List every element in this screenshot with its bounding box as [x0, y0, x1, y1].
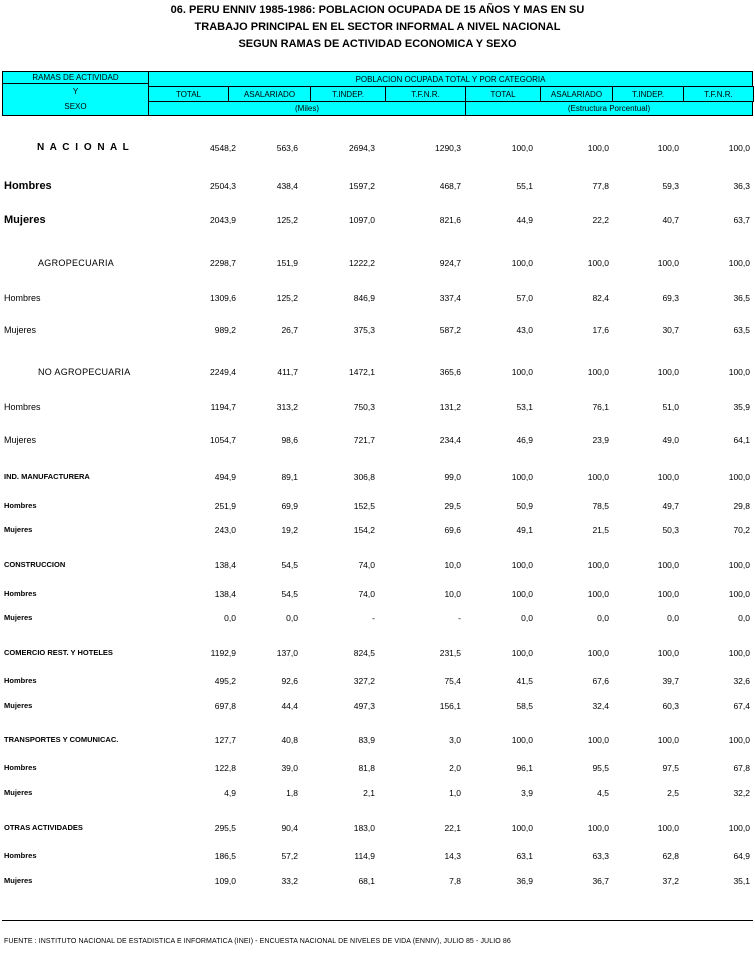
cell-value: 74,0 — [358, 589, 375, 599]
cell-value: 36,9 — [516, 876, 533, 886]
cell-value: 1,8 — [286, 788, 298, 798]
cell-value: 127,7 — [214, 735, 236, 745]
cell-value: 697,8 — [214, 701, 236, 711]
cell-value: 3,0 — [449, 735, 461, 745]
cell-value: 35,1 — [733, 876, 750, 886]
cell-value: 100,0 — [657, 143, 679, 153]
cell-value: 29,5 — [444, 501, 461, 511]
cell-value: 1054,7 — [210, 435, 236, 445]
cell-value: 137,0 — [276, 648, 298, 658]
cell-value: 68,1 — [358, 876, 375, 886]
table-row — [0, 212, 755, 228]
cell-value: 100,0 — [728, 648, 750, 658]
cell-value: 37,2 — [662, 876, 679, 886]
cell-value: 154,2 — [353, 525, 375, 535]
cell-value: 54,5 — [281, 589, 298, 599]
row-label: Hombres — [4, 180, 52, 192]
cell-value: 57,2 — [281, 851, 298, 861]
table-row — [0, 873, 755, 889]
cell-value: 32,6 — [733, 676, 750, 686]
cell-value: 49,0 — [662, 435, 679, 445]
cell-value: 2,5 — [667, 788, 679, 798]
cell-value: 109,0 — [214, 876, 236, 886]
title-line-3: SEGUN RAMAS DE ACTIVIDAD ECONOMICA Y SEXO — [238, 38, 517, 50]
cell-value: 50,3 — [662, 525, 679, 535]
cell-value: 100,0 — [657, 735, 679, 745]
row-label: Hombres — [4, 763, 37, 772]
cell-value: 100,0 — [511, 472, 533, 482]
cell-value: 33,2 — [281, 876, 298, 886]
cell-value: 924,7 — [439, 258, 461, 268]
cell-value: 243,0 — [214, 525, 236, 535]
cell-value: 98,6 — [281, 435, 298, 445]
row-label: IND. MANUFACTURERA — [4, 472, 90, 481]
cell-value: 32,4 — [592, 701, 609, 711]
row-label: AGROPECUARIA — [38, 258, 115, 268]
cell-value: 36,7 — [592, 876, 609, 886]
cell-value: 67,8 — [733, 763, 750, 773]
cell-value: 39,0 — [281, 763, 298, 773]
column-header-8: T.F.N.R. — [683, 86, 754, 102]
cell-value: 2,0 — [449, 763, 461, 773]
row-label: Hombres — [4, 676, 37, 685]
row-label: TRANSPORTES Y COMUNICAC. — [4, 735, 119, 744]
cell-value: 10,0 — [444, 560, 461, 570]
cell-value: 100,0 — [728, 735, 750, 745]
cell-value: 23,9 — [592, 435, 609, 445]
row-label: NO AGROPECUARIA — [38, 367, 131, 377]
cell-value: 125,2 — [276, 293, 298, 303]
row-label: Mujeres — [4, 876, 33, 885]
rowhead-line-3: SEXO — [2, 98, 149, 116]
cell-value: 114,9 — [354, 851, 375, 861]
row-label: COMERCIO REST. Y HOTELES — [4, 648, 113, 657]
cell-value: 3,9 — [521, 788, 533, 798]
cell-value: 14,3 — [444, 851, 461, 861]
cell-value: 35,9 — [733, 402, 750, 412]
cell-value: - — [458, 613, 461, 623]
table-row — [0, 645, 755, 661]
table-row — [0, 586, 755, 602]
row-label: Mujeres — [4, 525, 33, 534]
cell-value: 337,4 — [439, 293, 461, 303]
cell-value: 82,4 — [592, 293, 609, 303]
column-header-4: T.F.N.R. — [385, 86, 466, 102]
cell-value: 100,0 — [511, 823, 533, 833]
cell-value: 40,8 — [281, 735, 298, 745]
cell-value: 125,2 — [276, 215, 298, 225]
cell-value: 2504,3 — [210, 181, 236, 191]
column-header-5: TOTAL — [465, 86, 541, 102]
cell-value: 97,5 — [662, 763, 679, 773]
cell-value: 100,0 — [587, 648, 609, 658]
cell-value: 59,3 — [662, 181, 679, 191]
cell-value: 231,5 — [439, 648, 461, 658]
table-row — [0, 673, 755, 689]
table-row — [0, 178, 755, 194]
cell-value: 100,0 — [587, 589, 609, 599]
cell-value: 69,9 — [281, 501, 298, 511]
cell-value: 411,7 — [277, 367, 298, 377]
cell-value: 138,4 — [214, 560, 236, 570]
table-row — [0, 322, 755, 338]
cell-value: 22,1 — [444, 823, 461, 833]
cell-value: 21,5 — [592, 525, 609, 535]
cell-value: 100,0 — [728, 560, 750, 570]
cell-value: 64,1 — [733, 435, 750, 445]
cell-value: 1097,0 — [349, 215, 375, 225]
cell-value: 63,3 — [592, 851, 609, 861]
cell-value: 76,1 — [592, 402, 609, 412]
cell-value: 90,4 — [281, 823, 298, 833]
cell-value: 63,5 — [733, 325, 750, 335]
cell-value: 19,2 — [281, 525, 298, 535]
row-label: Hombres — [4, 402, 41, 412]
cell-value: 44,4 — [281, 701, 298, 711]
cell-value: 57,0 — [516, 293, 533, 303]
cell-value: 365,6 — [439, 367, 461, 377]
cell-value: 497,3 — [353, 701, 375, 711]
cell-value: 70,2 — [733, 525, 750, 535]
cell-value: 0,0 — [738, 613, 750, 623]
cell-value: 100,0 — [587, 735, 609, 745]
row-label: Hombres — [4, 501, 37, 510]
cell-value: 1597,2 — [349, 181, 375, 191]
cell-value: 44,9 — [516, 215, 533, 225]
cell-value: 4,9 — [224, 788, 236, 798]
cell-value: 251,9 — [214, 501, 236, 511]
cell-value: 0,0 — [597, 613, 609, 623]
cell-value: 36,5 — [733, 293, 750, 303]
cell-value: 234,4 — [439, 435, 461, 445]
column-header-7: T.INDEP. — [612, 86, 684, 102]
cell-value: 156,1 — [439, 701, 461, 711]
cell-value: 77,8 — [592, 181, 609, 191]
cell-value: 438,4 — [276, 181, 298, 191]
cell-value: 100,0 — [728, 367, 750, 377]
cell-value: 100,0 — [657, 589, 679, 599]
rowhead-line-2: Y — [2, 84, 149, 98]
table-row — [0, 557, 755, 573]
column-header-3: T.INDEP. — [310, 86, 386, 102]
table-row — [0, 698, 755, 714]
cell-value: 26,7 — [281, 325, 298, 335]
row-label: Hombres — [4, 589, 37, 598]
source-note: FUENTE : INSTITUTO NACIONAL DE ESTADISTICA E INFORMATICA (INEI) - ENCUESTA NACIONAL DE NIVELES DE VIDA (ENNIV), JULIO 85 - JULIO 86 — [4, 938, 511, 945]
cell-value: 58,5 — [516, 701, 533, 711]
table-row — [0, 610, 755, 626]
table-row — [0, 364, 755, 380]
cell-value: 17,6 — [592, 325, 609, 335]
cell-value: 100,0 — [587, 560, 609, 570]
row-label: Mujeres — [4, 214, 46, 226]
cell-value: 100,0 — [511, 648, 533, 658]
table-row — [0, 399, 755, 415]
cell-value: 2249,4 — [210, 367, 236, 377]
cell-value: 2298,7 — [210, 258, 236, 268]
table-row — [0, 760, 755, 776]
row-label: Hombres — [4, 851, 37, 860]
cell-value: 62,8 — [662, 851, 679, 861]
cell-value: 186,5 — [214, 851, 236, 861]
title-line-1: 06. PERU ENNIV 1985-1986: POBLACION OCUPADA DE 15 AÑOS Y MAS EN SU — [170, 4, 585, 16]
cell-value: 0,0 — [224, 613, 236, 623]
table-row — [0, 140, 755, 156]
cell-value: 43,0 — [516, 325, 533, 335]
cell-value: 100,0 — [587, 823, 609, 833]
cell-value: 64,9 — [733, 851, 750, 861]
cell-value: 100,0 — [587, 258, 609, 268]
cell-value: 0,0 — [521, 613, 533, 623]
cell-value: 99,0 — [444, 472, 461, 482]
cell-value: 138,4 — [214, 589, 236, 599]
cell-value: 306,8 — [353, 472, 375, 482]
footer-divider — [2, 920, 753, 921]
cell-value: 0,0 — [667, 613, 679, 623]
cell-value: 60,3 — [662, 701, 679, 711]
column-header-2: ASALARIADO — [228, 86, 311, 102]
cell-value: 821,6 — [439, 215, 461, 225]
cell-value: 49,7 — [662, 501, 679, 511]
cell-value: 63,1 — [516, 851, 533, 861]
cell-value: - — [372, 613, 375, 623]
table-row — [0, 732, 755, 748]
cell-value: 100,0 — [587, 367, 609, 377]
cell-value: 1192,9 — [210, 648, 236, 658]
group-header: POBLACION OCUPADA TOTAL Y POR CATEGORIA — [148, 71, 753, 87]
cell-value: 78,5 — [592, 501, 609, 511]
table-row — [0, 522, 755, 538]
cell-value: 100,0 — [657, 472, 679, 482]
cell-value: 67,4 — [733, 701, 750, 711]
cell-value: 1194,7 — [210, 402, 236, 412]
cell-value: 100,0 — [511, 589, 533, 599]
cell-value: 151,9 — [276, 258, 298, 268]
cell-value: 100,0 — [728, 823, 750, 833]
cell-value: 36,3 — [733, 181, 750, 191]
row-label: Mujeres — [4, 788, 33, 797]
cell-value: 846,9 — [353, 293, 375, 303]
cell-value: 100,0 — [657, 367, 679, 377]
cell-value: 468,7 — [439, 181, 461, 191]
cell-value: 295,5 — [214, 823, 236, 833]
cell-value: 313,2 — [276, 402, 298, 412]
table-row — [0, 469, 755, 485]
cell-value: 131,2 — [439, 402, 461, 412]
cell-value: 54,5 — [281, 560, 298, 570]
cell-value: 10,0 — [444, 589, 461, 599]
cell-value: 100,0 — [587, 143, 609, 153]
table-row — [0, 848, 755, 864]
cell-value: 29,8 — [733, 501, 750, 511]
cell-value: 375,3 — [353, 325, 375, 335]
table-row — [0, 498, 755, 514]
cell-value: 83,9 — [358, 735, 375, 745]
cell-value: 563,6 — [276, 143, 298, 153]
cell-value: 30,7 — [662, 325, 679, 335]
cell-value: 69,3 — [662, 293, 679, 303]
row-label: N A C I O N A L — [37, 142, 131, 153]
cell-value: 989,2 — [214, 325, 236, 335]
row-label: Hombres — [4, 293, 41, 303]
cell-value: 69,6 — [444, 525, 461, 535]
cell-value: 81,8 — [358, 763, 375, 773]
cell-value: 824,5 — [353, 648, 375, 658]
cell-value: 1472,1 — [349, 367, 375, 377]
cell-value: 2694,3 — [349, 143, 375, 153]
cell-value: 7,8 — [449, 876, 461, 886]
cell-value: 4,5 — [597, 788, 609, 798]
cell-value: 53,1 — [516, 402, 533, 412]
table-row — [0, 820, 755, 836]
cell-value: 100,0 — [728, 589, 750, 599]
cell-value: 46,9 — [516, 435, 533, 445]
cell-value: 721,7 — [353, 435, 375, 445]
cell-value: 50,9 — [516, 501, 533, 511]
cell-value: 39,7 — [662, 676, 679, 686]
cell-value: 100,0 — [728, 258, 750, 268]
cell-value: 100,0 — [728, 143, 750, 153]
cell-value: 40,7 — [662, 215, 679, 225]
unit-right: (Estructura Porcentual) — [465, 101, 753, 116]
cell-value: 100,0 — [657, 560, 679, 570]
row-label: Mujeres — [4, 701, 33, 710]
table-row — [0, 432, 755, 448]
cell-value: 41,5 — [516, 676, 533, 686]
row-label: Mujeres — [4, 435, 37, 445]
cell-value: 1309,6 — [210, 293, 236, 303]
rowhead-line-1: RAMAS DE ACTIVIDAD — [2, 71, 149, 84]
cell-value: 750,3 — [353, 402, 375, 412]
cell-value: 1290,3 — [435, 143, 461, 153]
row-label: Mujeres — [4, 613, 33, 622]
cell-value: 100,0 — [511, 143, 533, 153]
cell-value: 49,1 — [516, 525, 533, 535]
cell-value: 100,0 — [511, 560, 533, 570]
unit-left: (Miles) — [148, 101, 466, 116]
cell-value: 100,0 — [511, 258, 533, 268]
cell-value: 100,0 — [657, 258, 679, 268]
cell-value: 67,6 — [592, 676, 609, 686]
table-row — [0, 255, 755, 271]
cell-value: 95,5 — [592, 763, 609, 773]
cell-value: 100,0 — [657, 823, 679, 833]
cell-value: 495,2 — [214, 676, 236, 686]
cell-value: 100,0 — [587, 472, 609, 482]
cell-value: 4548,2 — [210, 143, 236, 153]
cell-value: 51,0 — [662, 402, 679, 412]
cell-value: 2043,9 — [210, 215, 236, 225]
cell-value: 55,1 — [516, 181, 533, 191]
cell-value: 1,0 — [449, 788, 461, 798]
cell-value: 92,6 — [281, 676, 298, 686]
cell-value: 89,1 — [281, 472, 298, 482]
row-label: CONSTRUCCION — [4, 560, 66, 569]
row-label: Mujeres — [4, 325, 37, 335]
cell-value: 74,0 — [358, 560, 375, 570]
cell-value: 494,9 — [214, 472, 236, 482]
cell-value: 2,1 — [363, 788, 375, 798]
table-row — [0, 785, 755, 801]
table-row — [0, 290, 755, 306]
cell-value: 63,7 — [733, 215, 750, 225]
cell-value: 183,0 — [353, 823, 375, 833]
cell-value: 32,2 — [733, 788, 750, 798]
title-line-2: TRABAJO PRINCIPAL EN EL SECTOR INFORMAL A NIVEL NACIONAL — [194, 21, 561, 33]
cell-value: 75,4 — [444, 676, 461, 686]
cell-value: 122,8 — [214, 763, 236, 773]
cell-value: 1222,2 — [349, 258, 375, 268]
row-label: OTRAS ACTIVIDADES — [4, 823, 83, 832]
cell-value: 100,0 — [657, 648, 679, 658]
cell-value: 587,2 — [439, 325, 461, 335]
cell-value: 100,0 — [511, 735, 533, 745]
cell-value: 152,5 — [353, 501, 375, 511]
cell-value: 96,1 — [516, 763, 533, 773]
column-header-1: TOTAL — [148, 86, 229, 102]
cell-value: 100,0 — [728, 472, 750, 482]
cell-value: 327,2 — [353, 676, 375, 686]
cell-value: 0,0 — [286, 613, 298, 623]
column-header-6: ASALARIADO — [540, 86, 613, 102]
cell-value: 100,0 — [511, 367, 533, 377]
cell-value: 22,2 — [592, 215, 609, 225]
